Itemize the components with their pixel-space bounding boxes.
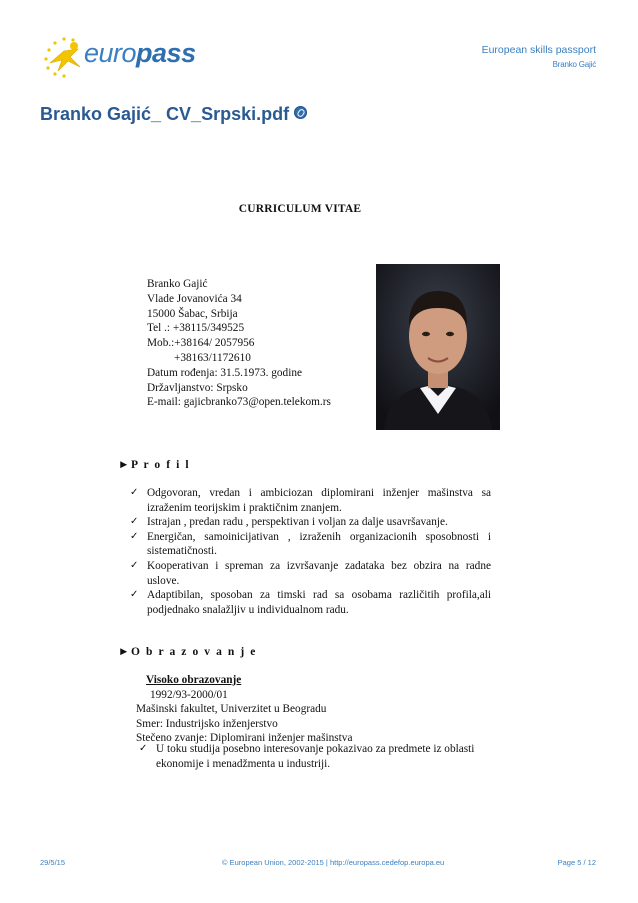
list-item: ✓ Energičan, samoinicijativan , izraženih organizacionih sposobnosti i sistematičnosti. [130, 530, 491, 558]
passport-title: European skills passport [481, 44, 596, 56]
list-item: ✓ Odgovoran, vredan i ambiciozan diplomirani inženjer mašinstva sa izraženim teorijskim i praktičnim znanjem. [130, 487, 491, 514]
contact-line: +38163/1172610 [174, 351, 251, 364]
contact-line: 15000 Šabac, Srbija [147, 307, 238, 320]
education-line: Stečeno zvanje: Diplomirani inženjer mašinstva [136, 732, 353, 745]
logo-wordmark: europass [84, 38, 196, 68]
education-block [136, 673, 352, 746]
footer-copyright[interactable]: © European Union, 2002-2015 | http://europass.cedefop.europa.eu [222, 858, 445, 867]
contact-line: Datum rođenja: 31.5.1973. godine [147, 366, 302, 379]
checkmark-icon: ✓ [130, 589, 139, 601]
cv-heading: CURRICULUM VITAE [238, 203, 362, 215]
education-heading: ►O b r a z o v a n j e [118, 646, 258, 658]
owner-name: Branko Gajić [552, 60, 596, 69]
footer-page-number: Page 5 / 12 [557, 858, 596, 867]
education-years: 1992/93-2000/01 [150, 688, 228, 701]
contact-block [147, 277, 331, 410]
checkmark-icon: ✓ [130, 516, 139, 528]
list-item: ✓ Istrajan , predan radu , perspektivan i voljan za dalje usavršavanje. [130, 516, 448, 529]
list-item: ✓ U toku studija posebno interesovanje pokazivao za predmete iz oblasti ekonomije i menadžmenta u industriji. [139, 743, 475, 770]
document-title-text: Branko Gajić_ CV_Srpski.pdf [40, 104, 290, 124]
checkmark-icon: ✓ [130, 487, 139, 498]
contact-line: Tel .: +38115/349525 [147, 322, 245, 335]
checkmark-icon: ✓ [130, 530, 139, 542]
footer-date: 29/5/15 [40, 858, 66, 867]
document-title[interactable] [40, 104, 307, 125]
checkmark-icon: ✓ [130, 559, 139, 571]
education-level: Visoko obrazovanje [146, 674, 242, 686]
contact-line: Vlade Jovanovića 34 [147, 292, 242, 305]
education-list [128, 742, 500, 771]
contact-line: Državljanstvo: Srpsko [147, 381, 248, 394]
list-item: ✓ Adaptibilan, sposoban za timski rad sa osobama različitih profila,ali podjednako snalažljiv u individualnom radu. [130, 589, 491, 616]
contact-line: Branko Gajić [147, 278, 208, 290]
header-right [482, 44, 596, 69]
attachment-icon[interactable] [294, 106, 307, 119]
profile-list [119, 486, 491, 617]
contact-line: E-mail: gajicbranko73@open.telekom.rs [147, 396, 331, 409]
education-line: Mašinski fakultet, Univerzitet u Beogradu [136, 703, 327, 716]
contact-line: Mob.:+38164/ 2057956 [147, 337, 255, 350]
checkmark-icon: ✓ [139, 743, 148, 754]
profile-photo [376, 264, 500, 430]
list-item: ✓ Kooperativan i spreman za izvršavanje zadataka bez obzira na radne uslove. [130, 559, 491, 587]
education-line: Smer: Industrijsko inženjerstvo [136, 717, 278, 730]
profile-heading: ►P r o f i l [118, 459, 191, 471]
